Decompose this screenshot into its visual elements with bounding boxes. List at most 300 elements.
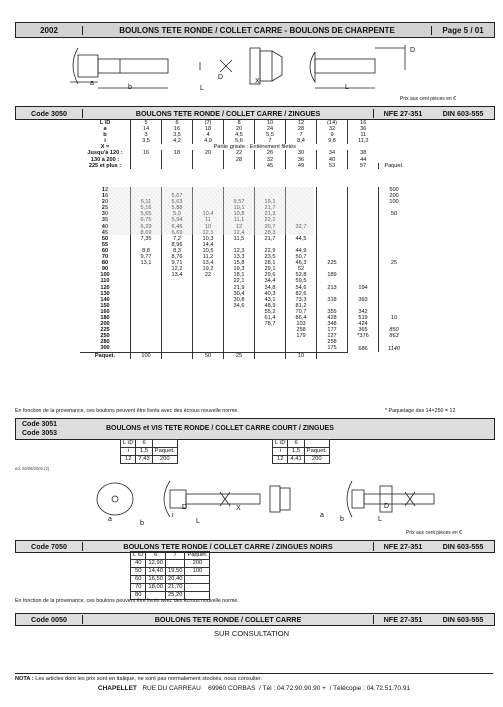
s2r-s0: i (273, 448, 288, 456)
s2r-r0: 12 (273, 456, 288, 464)
section3-cell: 16,50 (146, 576, 166, 584)
head-cell: 11,2 (348, 138, 379, 144)
head-cell (193, 163, 224, 169)
price-cell: 5,63 (162, 199, 193, 205)
drawing1-label-b: b (128, 84, 132, 91)
head-cell: 8,4 (286, 138, 317, 144)
price-cell: 6,46 (162, 224, 193, 230)
footer-company: CHAPELLET (97, 685, 137, 692)
length-cell: 20 (101, 199, 109, 206)
price-cell: 10,5 (193, 248, 224, 254)
paquet-row-cell (255, 352, 286, 359)
section3-cell: 200 (185, 560, 210, 568)
s2r-h2 (304, 440, 329, 448)
head-cell: 34 (317, 150, 348, 156)
price-cell: 19,1 (255, 199, 286, 205)
price-cell: 22,1 (224, 278, 255, 284)
head-cell: 28 (286, 126, 317, 132)
head-cell: 11 (348, 132, 379, 138)
price-cell: 13,4 (193, 260, 224, 266)
length-cell: 250 (100, 333, 110, 340)
paquet-cell: 850 (379, 327, 410, 333)
price-cell: 9,77 (131, 254, 162, 260)
price-cell: 9,71 (162, 260, 193, 266)
price-cell: 213 (317, 285, 348, 291)
s2l-h1: 6 (136, 440, 152, 448)
head-cell: L \D (99, 120, 111, 126)
paquet-cell: 25 (379, 260, 410, 266)
price-cell: 175 (317, 345, 348, 352)
price-cell: 29,6 (255, 272, 286, 278)
drawing2-label-i: i (172, 512, 174, 519)
s2r-r1: 4,41 (288, 456, 304, 464)
table-row (131, 560, 210, 568)
page-header (15, 22, 495, 38)
price-cell: 21,7 (255, 205, 286, 211)
section3-norm2: DIN 603-555 (442, 542, 484, 551)
section1-norm1: NFE 27-351 (373, 109, 432, 118)
section2-left-table (120, 439, 178, 464)
section4-norm1: NFE 27-351 (373, 615, 432, 624)
price-cell: 8,96 (162, 242, 193, 248)
footer-address (15, 685, 493, 692)
price-cell: 29,1 (255, 266, 286, 272)
section3-cell: 40 (131, 560, 146, 568)
footer-fax: / Télécopie : 04.72.51.70.91 (329, 685, 411, 692)
price-cell (286, 345, 317, 352)
section4-body: SUR CONSULTATION (213, 629, 289, 638)
head-cell: 24 (255, 126, 286, 132)
length-cell: 40 (101, 223, 109, 230)
price-cell: 12,1 (193, 230, 224, 236)
price-cell: 519 (348, 315, 379, 321)
price-cell: 318 (317, 297, 348, 303)
drawing1-label-l: L (200, 85, 204, 92)
paquet-row-cell (162, 352, 193, 359)
table-row (80, 345, 409, 352)
s2r-h0: L \D (273, 440, 288, 448)
section3-cell: 60 (131, 576, 146, 584)
drawing2-label-d2: D (384, 503, 390, 510)
length-cell: 100 (100, 272, 110, 279)
length-cell: 45 (101, 229, 109, 236)
section3-cell: Paquet. (185, 552, 210, 560)
head-cell: 3,5 (162, 132, 193, 138)
footer-nota (15, 676, 493, 682)
head-cell: 30 (286, 150, 317, 156)
price-cell: 225 (317, 260, 348, 266)
section3-cell: 100 (185, 568, 210, 576)
price-cell: 22 (193, 272, 224, 278)
length-cell: 300 (100, 345, 110, 352)
length-cell: 50 (101, 235, 109, 242)
price-cell: 11,1 (224, 217, 255, 223)
drawing2-label-x: X (236, 505, 241, 512)
head-cell: 3,5 (131, 138, 162, 144)
price-cell: 12,2 (162, 266, 193, 272)
price-cell: 7,2 (162, 236, 193, 242)
header-title: BOULONS TETE RONDE / COLLET CARRE - BOULONS DE CHARPENTE (119, 25, 395, 35)
head-cell: 16 (162, 126, 193, 132)
price-cell: 11 (193, 217, 224, 223)
price-cell: 46,3 (286, 260, 317, 266)
section3-cell: 19,50 (165, 568, 185, 576)
price-cell: 50,7 (286, 254, 317, 260)
price-cell: 6,69 (162, 230, 193, 236)
price-cell: 55,2 (255, 309, 286, 315)
price-cell: 686 (348, 345, 379, 352)
price-cell: 7,35 (131, 236, 162, 242)
head-cell: 26 (255, 150, 286, 156)
price-cell: 11,5 (224, 236, 255, 242)
section2-title: BOULONS et VIS TETE RONDE / COLLET CARRE COURT / ZINGUES (106, 425, 334, 432)
price-cell: 5,9 (162, 211, 193, 217)
section3-norm1: NFE 27-351 (373, 542, 432, 551)
price-cell: 43,1 (255, 297, 286, 303)
length-cell: 140 (100, 296, 110, 303)
section3-cell: 50 (131, 568, 146, 576)
price-cell: 28,3 (255, 230, 286, 236)
price-cell: 52 (286, 266, 317, 272)
footer-nota-label: NOTA : (15, 676, 34, 682)
length-cell: 16 (101, 193, 109, 200)
section3-cell: 80 (131, 592, 146, 600)
length-cell: 225 (100, 327, 110, 334)
section3-cell: 20,40 (165, 576, 185, 584)
price-cell: 189 (317, 272, 348, 278)
length-cell: 35 (101, 217, 109, 224)
price-cell: 5,65 (131, 211, 162, 217)
length-cell: 110 (100, 278, 110, 285)
section1-code: Code 3050 (16, 109, 83, 118)
section3-code: Code 7050 (16, 542, 83, 551)
head-cell: 18 (193, 126, 224, 132)
head-cell: 44 (348, 157, 379, 163)
head-cell: 38 (348, 150, 379, 156)
head-cell: 10 (255, 120, 286, 126)
table1-head-row (80, 163, 409, 169)
length-cell: 200 (100, 321, 110, 328)
price-cell: 18,1 (224, 272, 255, 278)
header-page: Page 5 / 01 (431, 26, 494, 35)
price-cell: 82,6 (286, 291, 317, 297)
price-cell: 86,4 (286, 315, 317, 321)
price-cell: 258 (317, 339, 348, 345)
price-cell: 48,9 (255, 303, 286, 309)
head-cell: 14 (131, 126, 162, 132)
price-cell: 78,7 (255, 321, 286, 327)
paquet-row-cell: Paquet. (80, 352, 131, 359)
length-cell: 25 (101, 205, 109, 212)
price-cell: 44,9 (286, 248, 317, 254)
s2l-s0: i (121, 448, 136, 456)
section3-cell: 21,70 (165, 584, 185, 592)
s2l-r1: 7,43 (136, 456, 152, 464)
price-cell: 22,9 (255, 248, 286, 254)
paquet-row-cell (317, 352, 348, 359)
price-cell: 59,5 (286, 278, 317, 284)
head-cell: 53 (317, 163, 348, 169)
section3-cell: 12,90 (146, 560, 166, 568)
price-cell: 70,7 (286, 309, 317, 315)
section2-right-table (272, 439, 330, 464)
paquet-row (80, 352, 409, 359)
drawing1-label-a: a (90, 80, 94, 87)
price-cell (162, 345, 193, 352)
head-cell: Partie grisée : Entièrement filetés (131, 144, 379, 150)
head-cell (131, 163, 162, 169)
price-cell: 54,6 (286, 285, 317, 291)
section3-title: BOULONS TETE RONDE / COLLET CARRE / ZINGUES NOIRS (123, 542, 333, 551)
price-cell: 10,4 (193, 211, 224, 217)
price-cell: 10,3 (193, 236, 224, 242)
section3-cell: 6 (146, 552, 166, 560)
table-row (131, 576, 210, 584)
price-cell: 258 (286, 327, 317, 333)
price-cell: 73,3 (286, 297, 317, 303)
price-cell: 12,3 (224, 248, 255, 254)
price-cell: 6,75 (131, 217, 162, 223)
paquet-cell: 1140 (379, 345, 410, 352)
drawing2-label-b2: b (340, 516, 344, 523)
price-cell: 12 (224, 224, 255, 230)
price-cell: 8,3 (162, 248, 193, 254)
section3-cell (165, 560, 185, 568)
section2-ref: ed. 26/09/2002 (2) (15, 466, 50, 471)
section1-title: BOULONS TETE RONDE / COLLET CARRE / ZINGUES (135, 108, 321, 118)
length-cell: 80 (101, 260, 109, 267)
head-cell: 57 (348, 163, 379, 169)
footer-street: RUE DU CARREAU (142, 685, 201, 692)
s2l-s1: 1,5 (136, 448, 152, 456)
drawing2-label-d: D (182, 504, 188, 511)
price-cell: 5,94 (162, 217, 193, 223)
footer-tel: / Tél : 04.72.90.90.90 + (259, 685, 326, 692)
price-cell: 22,1 (255, 217, 286, 223)
section4-code: Code 0050 (16, 615, 83, 624)
head-cell: 8 (224, 120, 255, 126)
price-cell: 23,5 (255, 254, 286, 260)
price-cell: 103 (286, 321, 317, 327)
footer (15, 673, 493, 692)
head-cell: 5 (131, 120, 162, 126)
paquet-header: Paquet. (379, 163, 410, 169)
table1-body (80, 187, 447, 359)
price-cell: 21,7 (255, 236, 286, 242)
section4-header (15, 613, 495, 626)
price-cell: 34,4 (255, 278, 286, 284)
price-cell: 365 (348, 327, 379, 333)
price-cell: 355 (317, 309, 348, 315)
price-cell: 179 (286, 333, 317, 339)
paquet-row-cell: 50 (193, 352, 224, 359)
price-cell: 5,88 (162, 205, 193, 211)
section4-norm2: DIN 603-555 (442, 615, 484, 624)
head-cell: 20 (224, 126, 255, 132)
length-cell: 130 (100, 290, 110, 297)
price-cell: 14,4 (193, 242, 224, 248)
price-cell: 13,4 (162, 272, 193, 278)
price-note-2: Prix aux cent pièces en € (406, 530, 462, 536)
price-cell: 11,2 (193, 254, 224, 260)
section3-head-row (131, 552, 210, 560)
head-cell: 18 (162, 150, 193, 156)
paquet-cell: 50 (379, 211, 410, 217)
head-cell: 5,6 (224, 138, 255, 144)
table-row (131, 568, 210, 576)
s2r-s2: Paquet. (304, 448, 329, 456)
section4-title: BOULONS TETE RONDE / COLLET CARRE (154, 615, 302, 624)
section3-cell (185, 576, 210, 584)
section1-header (15, 106, 495, 120)
paquet-cell: 500 (379, 187, 410, 193)
s2r-s1: 1,5 (288, 448, 304, 456)
price-cell (224, 345, 255, 352)
head-cell: 130 à 200 : (90, 156, 120, 163)
length-cell: 150 (100, 302, 110, 309)
price-cell: 348 (317, 321, 348, 327)
drawing2-label-l: L (196, 518, 200, 525)
drawing2-label-b: b (140, 520, 144, 527)
head-cell: 9 (317, 132, 348, 138)
price-cell: 9,57 (224, 199, 255, 205)
head-cell: 3 (131, 132, 162, 138)
price-cell: 177 (317, 327, 348, 333)
paquet-row-cell: 100 (131, 352, 162, 359)
table-row (131, 584, 210, 592)
price-cell (131, 345, 162, 352)
length-cell: 30 (101, 211, 109, 218)
length-cell: 60 (101, 247, 109, 254)
price-cell: 44,5 (286, 236, 317, 242)
section3-cell: 14,40 (146, 568, 166, 576)
price-cell: 40,3 (255, 291, 286, 297)
price-cell: 30,8 (224, 297, 255, 303)
head-cell: 16 (131, 150, 162, 156)
price-cell: 19,3 (224, 266, 255, 272)
price-cell: 34,8 (255, 285, 286, 291)
s2r-r2: 200 (304, 456, 329, 464)
section2-code-b: Code 3053 (22, 430, 58, 437)
head-cell: a (103, 126, 107, 133)
price-cell: 8,69 (131, 230, 162, 236)
price-cell: 393 (348, 297, 379, 303)
drawing1-label-l2: L (345, 84, 349, 91)
price-cell: 127 (317, 333, 348, 339)
price-cell (193, 345, 224, 352)
head-cell: 9,8 (317, 138, 348, 144)
s2l-h0: L \D (121, 440, 136, 448)
drawing1-label-x: X (255, 78, 260, 85)
section3-cell: 70 (131, 584, 146, 592)
head-cell: 4,5 (224, 132, 255, 138)
paquet-cell: 200 (379, 193, 410, 199)
paquet-row-cell: 10 (286, 352, 317, 359)
price-cell: *376 (348, 333, 379, 339)
head-cell (162, 163, 193, 169)
price-cell: 10,8 (224, 211, 255, 217)
head-cell: 225 et plus : (88, 162, 122, 169)
price-cell: 8,76 (162, 254, 193, 260)
head-cell: 32 (317, 126, 348, 132)
drawing2-label-a: a (108, 516, 112, 523)
head-cell: 12 (286, 120, 317, 126)
price-cell: 5,67 (162, 193, 193, 199)
bolt-drawing-2 (70, 476, 460, 526)
paquet-cell: 100 (379, 199, 410, 205)
price-cell: 81,2 (286, 303, 317, 309)
price-cell: 21,9 (224, 285, 255, 291)
price-cell: 21,3 (255, 211, 286, 217)
section3-note: En fonction de la provenance, ces boulons peuvent être livrés avec des écrous nouvelle norme. (15, 598, 239, 604)
footer-nota-text: Les articles dont les prix sont en italique, ne sont pas normalement stockés, nous consulter. (35, 676, 262, 682)
price-cell: 428 (317, 315, 348, 321)
section3-table (130, 551, 210, 600)
head-cell: 5,5 (255, 132, 286, 138)
table1-note-b: * Paquetage des 14×250 = 12 (385, 408, 456, 414)
table1-head-grid (80, 120, 409, 169)
price-cell (255, 345, 286, 352)
length-cell: 12 (101, 187, 109, 193)
s2l-r2: 200 (152, 456, 177, 464)
head-cell: Jusqu'à 120 : (87, 150, 123, 157)
price-cell: 194 (348, 285, 379, 291)
paquet-cell: 10 (379, 315, 410, 321)
head-cell: b (103, 132, 107, 139)
section3-cell: 18,00 (146, 584, 166, 592)
price-cell: 30,4 (224, 291, 255, 297)
head-cell: 36 (286, 157, 317, 163)
head-cell: 20 (193, 150, 224, 156)
length-cell: 120 (100, 284, 110, 291)
drawing2-label-l2: L (378, 516, 382, 523)
price-cell: 20,7 (255, 224, 286, 230)
section1-norm2: DIN 603-555 (442, 108, 484, 118)
price-cell: 342 (348, 309, 379, 315)
section2-code-a: Code 3051 (22, 421, 58, 428)
header-year: 2002 (16, 26, 83, 35)
price-cell: 52,8 (286, 272, 317, 278)
head-cell (224, 163, 255, 169)
head-cell: X = (100, 144, 110, 151)
price-cell: 61,4 (255, 315, 286, 321)
head-cell: 22 (224, 150, 255, 156)
head-cell: 4 (193, 132, 224, 138)
length-cell: 280 (100, 339, 110, 346)
head-cell: 4,9 (193, 138, 224, 144)
head-cell: 36 (348, 126, 379, 132)
price-cell: 34,6 (224, 303, 255, 309)
drawing1-label-d2: D (410, 47, 416, 54)
s2l-r0: 12 (121, 456, 136, 464)
price-cell: 10 (193, 224, 224, 230)
s2l-s2: Paquet. (152, 448, 177, 456)
head-cell: 32 (255, 157, 286, 163)
length-cell: 70 (101, 254, 109, 261)
price-cell: 424 (348, 321, 379, 327)
section2-header (15, 418, 495, 440)
head-cell: 4,2 (162, 138, 193, 144)
price-note: Prix aux cent pièces en € (400, 96, 456, 102)
paquet-row-cell: 25 (224, 352, 255, 359)
head-cell: 45 (255, 163, 286, 169)
table1-note: En fonction de la provenance, ces boulons peuvent être livrés avec des écrous nouvelle norme. (15, 408, 239, 414)
section3-cell: 25,20 (165, 592, 185, 600)
head-cell: 6 (162, 120, 193, 126)
price-cell: 28,1 (255, 260, 286, 266)
s2r-h1: 6 (288, 440, 304, 448)
head-cell: (7) (193, 120, 224, 126)
